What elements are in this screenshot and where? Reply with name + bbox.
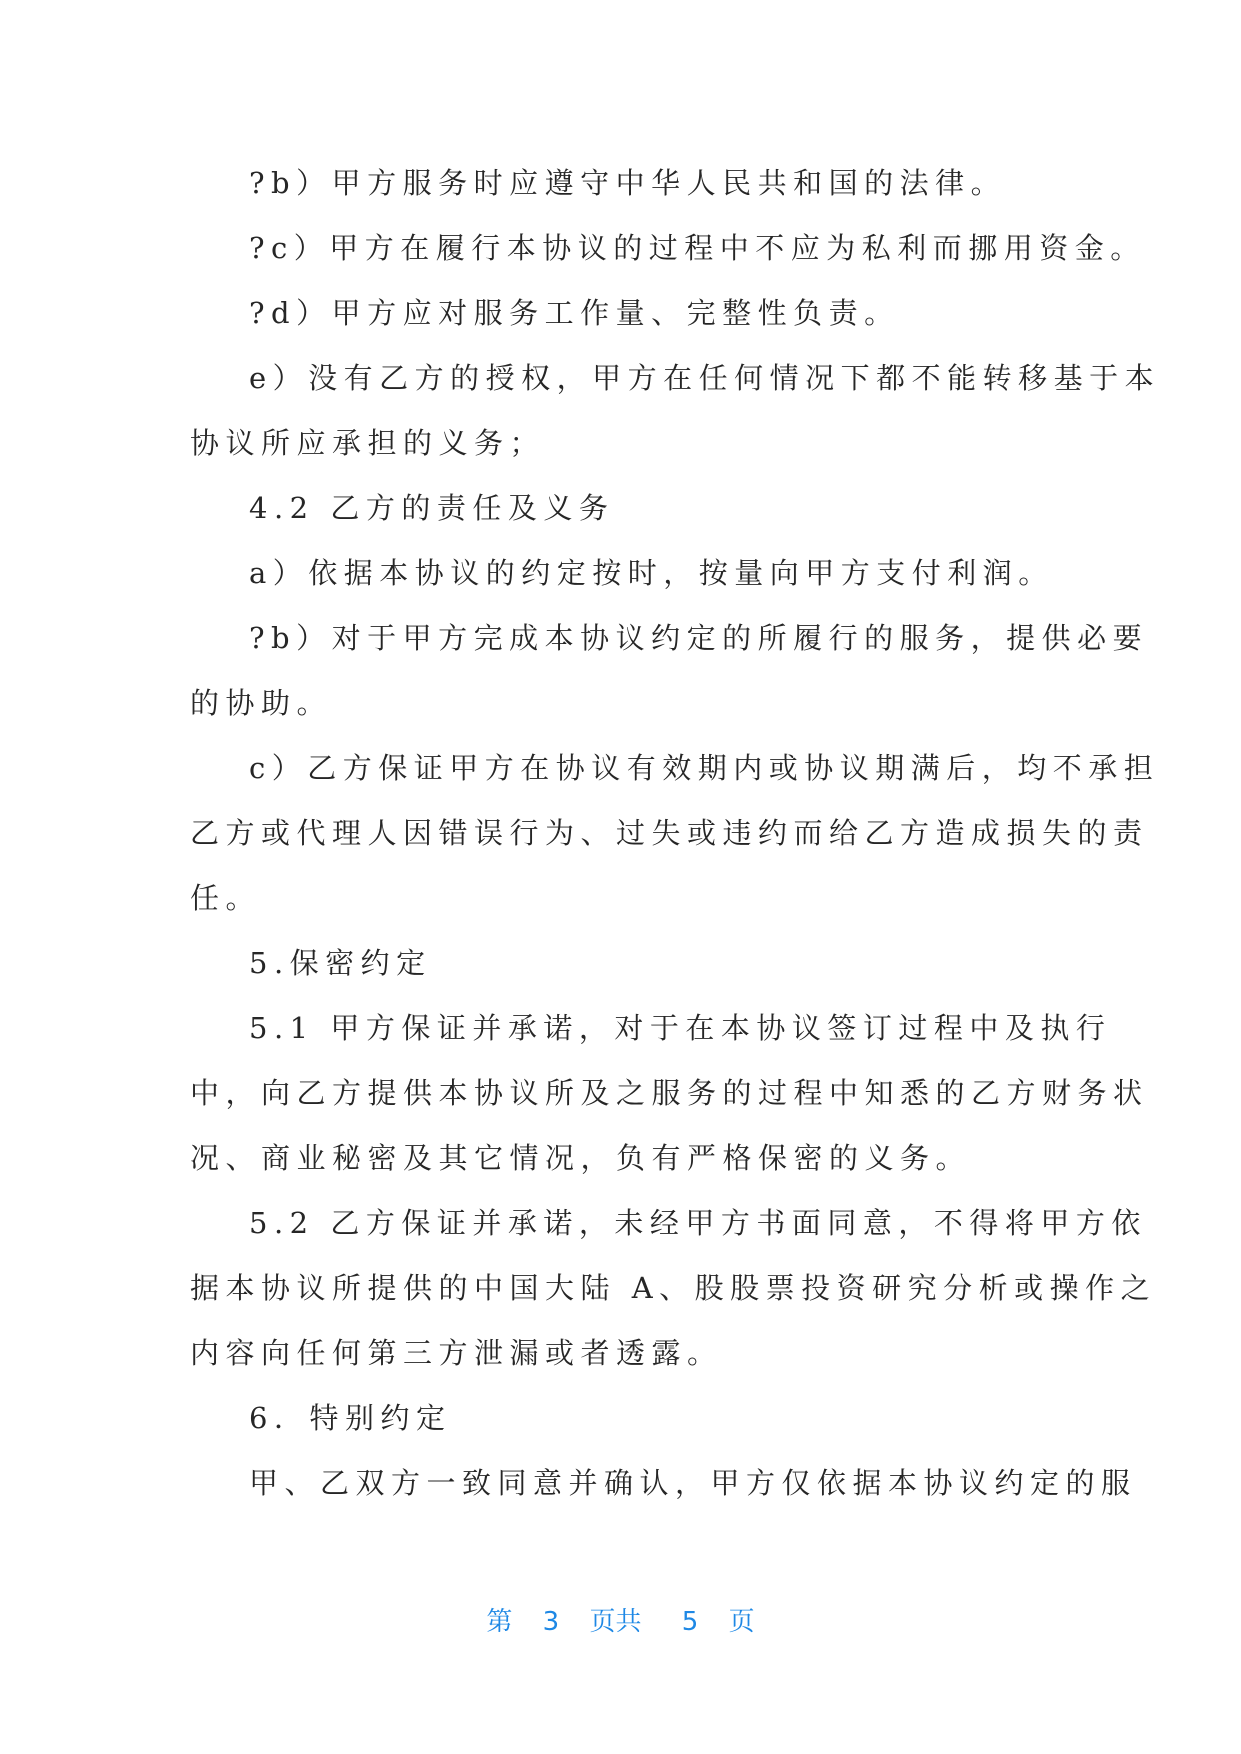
- text-line: c）乙方保证甲方在协议有效期内或协议期满后，均不承担: [249, 751, 1160, 785]
- text-line: e）没有乙方的授权，甲方在任何情况下都不能转移基于本: [249, 361, 1161, 395]
- total-pages-number: 5: [681, 1607, 699, 1637]
- current-page-number: 3: [542, 1607, 560, 1637]
- section-heading: 6．特别约定: [249, 1401, 452, 1435]
- text-line: 5.1 甲方保证并承诺，对于在本协议签订过程中及执行: [249, 1011, 1112, 1045]
- text-line: 甲、乙双方一致同意并确认，甲方仅依据本协议约定的服: [249, 1466, 1137, 1500]
- text-line: 中，向乙方提供本协议所及之服务的过程中知悉的乙方财务状: [190, 1076, 1149, 1110]
- text-line: 的协助。: [190, 686, 333, 720]
- text-line: ?b）对于甲方完成本协议约定的所履行的服务，提供必要: [249, 621, 1149, 655]
- text-line: a）依据本协议的约定按时，按量向甲方支付利润。: [249, 556, 1054, 590]
- text-line: 内容向任何第三方泄漏或者透露。: [190, 1336, 723, 1370]
- footer-prefix: 第: [486, 1607, 513, 1637]
- footer-middle: 页共: [589, 1607, 642, 1637]
- section-heading: 5.保密约定: [249, 946, 432, 980]
- text-line: ?b）甲方服务时应遵守中华人民共和国的法律。: [249, 166, 1007, 200]
- text-line: 协议所应承担的义务；: [190, 426, 546, 460]
- footer-suffix: 页: [728, 1607, 755, 1637]
- section-heading: 4.2 乙方的责任及义务: [249, 491, 615, 525]
- text-line: 5.2 乙方保证并承诺，未经甲方书面同意，不得将甲方依: [249, 1206, 1147, 1240]
- text-line: 据本协议所提供的中国大陆 A、股股票投资研究分析或操作之: [190, 1271, 1157, 1305]
- page-footer: [0, 1604, 1241, 1640]
- text-line: 况、商业秘密及其它情况，负有严格保密的义务。: [190, 1141, 972, 1175]
- text-line: ?c）甲方在履行本协议的过程中不应为私利而挪用资金。: [249, 231, 1146, 265]
- text-line: 任。: [190, 881, 262, 915]
- text-line: ?d）甲方应对服务工作量、完整性负责。: [249, 296, 900, 330]
- text-line: 乙方或代理人因错误行为、过失或违约而给乙方造成损失的责: [190, 816, 1149, 850]
